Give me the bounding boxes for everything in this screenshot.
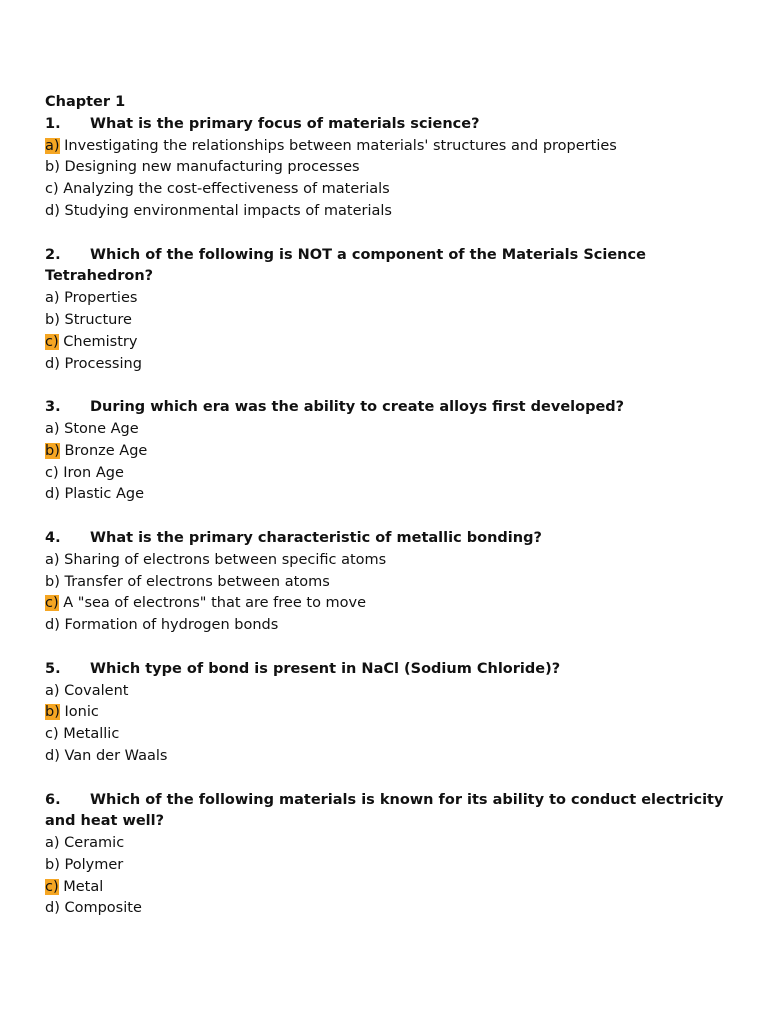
option-2a [45, 288, 725, 310]
option-1c [45, 179, 725, 201]
option-5d [45, 746, 725, 768]
option-text: Polymer [64, 856, 124, 873]
option-text: Iron Age [63, 464, 124, 481]
answer-highlight: c) [45, 595, 59, 612]
spacer [45, 506, 725, 528]
option-6d [45, 898, 725, 920]
option-2c [45, 332, 725, 354]
option-text: Metallic [63, 726, 120, 743]
document-page [45, 92, 725, 920]
option-letter: d) [45, 747, 60, 764]
option-letter: a) [45, 682, 60, 699]
option-3d [45, 484, 725, 506]
option-text: Chemistry [63, 333, 138, 350]
option-letter: d) [45, 202, 60, 219]
option-text: Analyzing the cost-effectiveness of materials [63, 181, 390, 198]
question-6 [45, 790, 725, 834]
option-text: Stone Age [64, 420, 139, 437]
option-letter: d) [45, 355, 60, 372]
option-letter: c) [45, 726, 59, 743]
question-text: Which type of bond is present in NaCl (Sodium Chloride)? [90, 660, 561, 677]
option-2d [45, 354, 725, 376]
option-text: Van der Waals [64, 747, 168, 764]
option-letter: b) [45, 856, 60, 873]
option-text: Ionic [64, 704, 99, 721]
option-text: Processing [64, 355, 142, 372]
option-5b [45, 702, 725, 724]
option-text: Covalent [64, 682, 129, 699]
option-text: Plastic Age [64, 486, 145, 503]
question-text: During which era was the ability to create alloys first developed? [90, 399, 625, 416]
option-letter: b) [45, 573, 60, 590]
option-text: Designing new manufacturing processes [64, 159, 360, 176]
option-5a [45, 681, 725, 703]
chapter-title: Chapter 1 [45, 94, 126, 110]
option-4a [45, 550, 725, 572]
option-letter: b) [45, 311, 60, 328]
answer-highlight: c) [45, 878, 59, 895]
option-1d [45, 201, 725, 223]
option-3b [45, 441, 725, 463]
option-letter: d) [45, 900, 60, 917]
question-text: Which of the following materials is known for its ability to conduct electricity and heat well? [45, 791, 724, 830]
question-number: 3. [45, 399, 61, 416]
question-2 [45, 245, 725, 289]
option-text: Formation of hydrogen bonds [64, 617, 279, 634]
spacer [45, 223, 725, 245]
option-6b [45, 855, 725, 877]
question-text: What is the primary characteristic of metallic bonding? [90, 529, 542, 546]
spacer [45, 375, 725, 397]
option-letter: a) [45, 420, 60, 437]
option-text: Studying environmental impacts of materials [64, 202, 392, 219]
question-3 [45, 397, 725, 419]
option-4d [45, 615, 725, 637]
option-6c [45, 877, 725, 899]
question-number: 6. [45, 791, 61, 808]
answer-highlight: b) [45, 704, 60, 721]
option-text: Transfer of electrons between atoms [64, 573, 330, 590]
question-text: What is the primary focus of materials science? [90, 115, 480, 132]
option-letter: a) [45, 290, 60, 307]
spacer [45, 768, 725, 790]
option-4c [45, 593, 725, 615]
option-letter: a) [45, 551, 60, 568]
question-5 [45, 659, 725, 681]
option-text: Bronze Age [64, 442, 148, 459]
option-letter: b) [45, 159, 60, 176]
option-2b [45, 310, 725, 332]
option-5c [45, 724, 725, 746]
question-number: 2. [45, 246, 61, 263]
option-letter: c) [45, 181, 59, 198]
option-3c [45, 463, 725, 485]
option-4b [45, 572, 725, 594]
answer-highlight: a) [45, 137, 60, 154]
question-number: 4. [45, 529, 61, 546]
option-text: Investigating the relationships between materials' structures and properties [64, 137, 617, 154]
question-1 [45, 114, 725, 136]
question-text: Which of the following is NOT a component of the Materials Science Tetrahedron? [45, 246, 646, 285]
answer-highlight: c) [45, 333, 59, 350]
spacer [45, 637, 725, 659]
option-text: Structure [64, 311, 132, 328]
option-text: Composite [64, 900, 142, 917]
option-text: Ceramic [64, 835, 125, 852]
question-number: 5. [45, 660, 61, 677]
option-3a [45, 419, 725, 441]
option-text: A "sea of electrons" that are free to move [63, 595, 367, 612]
option-letter: d) [45, 486, 60, 503]
option-text: Metal [63, 878, 104, 895]
option-letter: d) [45, 617, 60, 634]
option-letter: c) [45, 464, 59, 481]
answer-highlight: b) [45, 442, 60, 459]
option-text: Properties [64, 290, 138, 307]
option-6a [45, 833, 725, 855]
option-1b [45, 157, 725, 179]
question-number: 1. [45, 115, 61, 132]
option-1a [45, 136, 725, 158]
option-letter: a) [45, 835, 60, 852]
question-4 [45, 528, 725, 550]
option-text: Sharing of electrons between specific atoms [64, 551, 387, 568]
